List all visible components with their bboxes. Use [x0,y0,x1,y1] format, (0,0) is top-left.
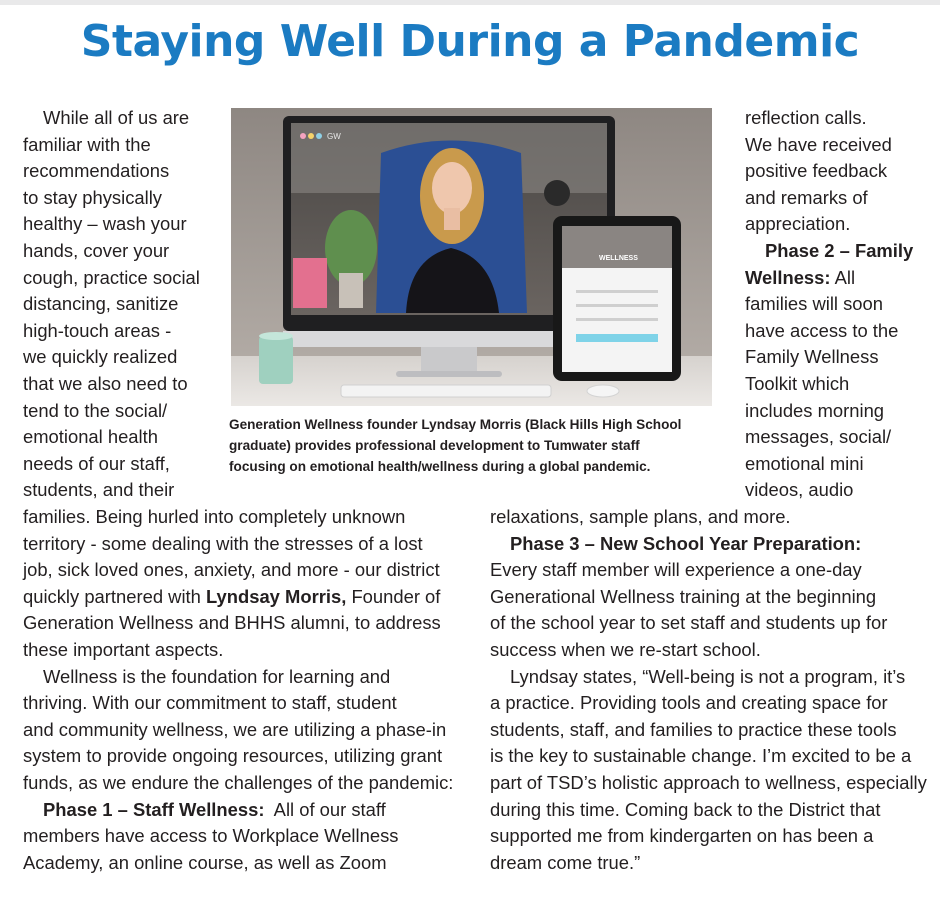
text-line: job, sick loved ones, anxiety, and more - our district [23,559,440,581]
text-line: high-touch areas - [23,319,172,341]
quote-line: Lyndsay states, “Well-being is not a program, it’s [510,665,906,687]
text-line [23,584,468,611]
phase-1-heading: Phase 1 – Staff Wellness: [43,798,265,820]
right-column-top [745,105,930,504]
text-line: that we also need to [23,372,188,394]
text-line: emotional mini [745,452,864,474]
text-line: videos, audio [745,479,854,501]
text-line: While all of us are [43,107,190,128]
text-line: includes morning [745,399,885,421]
text-span: Founder of [346,585,441,607]
text-line: Wellness is the foundation for learning and [43,665,391,687]
text-line: familiar with the [23,133,151,155]
text-line [745,265,930,292]
founder-name: Lyndsay Morris, [205,585,347,607]
page-title: Staying Well During a Pandemic [80,16,860,67]
text-span: quickly partnered with [23,585,206,607]
text-line: system to provide ongoing resources, utilizing grant [23,745,443,767]
text-line [23,797,468,824]
caption-line: Generation Wellness founder Lyndsay Morris (Black Hills High School [229,417,682,432]
text-line: Family Wellness [745,346,879,368]
text-line: Generation Wellness and BHHS alumni, to address [23,612,441,634]
text-line: Every staff member will experience a one-day [490,559,862,581]
text-line: of the school year to set staff and students up for [490,612,888,634]
text-line: recommendations [23,160,170,182]
tablet-brand: WELLNESS [599,255,638,262]
article-photo [231,108,712,406]
quote-line: part of TSD’s holistic approach to wellness, especially [490,771,927,793]
text-line: families will soon [745,293,883,315]
text-line: Academy, an online course, as well as Zoom [23,851,387,873]
quote-line: during this time. Coming back to the District that [490,798,881,820]
text-line: have access to the [745,319,899,341]
text-line: we quickly realized [23,346,178,368]
text-line: territory - some dealing with the stresses of a lost [23,532,423,554]
top-rule [0,0,940,5]
phase-3-heading: Phase 3 – New School Year Preparation: [510,532,862,554]
text-line: and remarks of [745,186,868,208]
text-line: success when we re-start school. [490,638,761,660]
text-line: messages, social/ [745,426,892,448]
photo-caption [229,414,729,477]
caption-line: graduate) provides professional development to Tumwater staff [229,438,640,453]
text-line: distancing, sanitize [23,293,179,315]
quote-line: is the key to sustainable change. I’m excited to be a [490,745,912,767]
screen-logo: GW [327,132,341,141]
quote-line: supported me from kindergarten on has been a [490,825,874,847]
text-line: We have received [745,133,892,155]
text-line: reflection calls. [745,107,867,128]
text-line: needs of our staff, [23,452,170,474]
phase-2-heading-cont: Wellness: [745,266,831,288]
quote-line: students, staff, and families to practice these tools [490,718,897,740]
text-line: students, and their [23,479,175,501]
text-line: to stay physically [23,186,163,208]
text-line: hands, cover your [23,239,170,261]
left-column-bottom [23,504,468,876]
text-line: these important aspects. [23,638,224,660]
right-column-bottom [490,504,935,876]
text-line: funds, as we endure the challenges of the pandemic: [23,771,454,793]
text-line: appreciation. [745,213,851,235]
text-line: healthy – wash your [23,213,187,235]
quote-line: a practice. Providing tools and creating space for [490,692,888,714]
text-line: emotional health [23,426,158,448]
text-line: families. Being hurled into completely unknown [23,506,406,527]
text-line: tend to the social/ [23,399,168,421]
text-line: Toolkit which [745,372,850,394]
caption-line: focusing on emotional health/wellness during a global pandemic. [229,459,651,474]
text-line: relaxations, sample plans, and more. [490,506,791,527]
text-line: positive feedback [745,160,888,182]
text-line: members have access to Workplace Wellness [23,825,399,847]
photo-illustration [231,108,712,406]
text-line: thriving. With our commitment to staff, student [23,692,397,714]
text-line: Generational Wellness training at the beginning [490,585,877,607]
phase-2-heading: Phase 2 – Family [765,239,914,261]
text-line: cough, practice social [23,266,200,288]
text-line: and community wellness, we are utilizing a phase-in [23,718,447,740]
quote-line: dream come true.” [490,851,641,873]
left-column-top [23,105,218,504]
text-span: All of our staff [264,798,386,820]
text-span: All [830,266,856,288]
